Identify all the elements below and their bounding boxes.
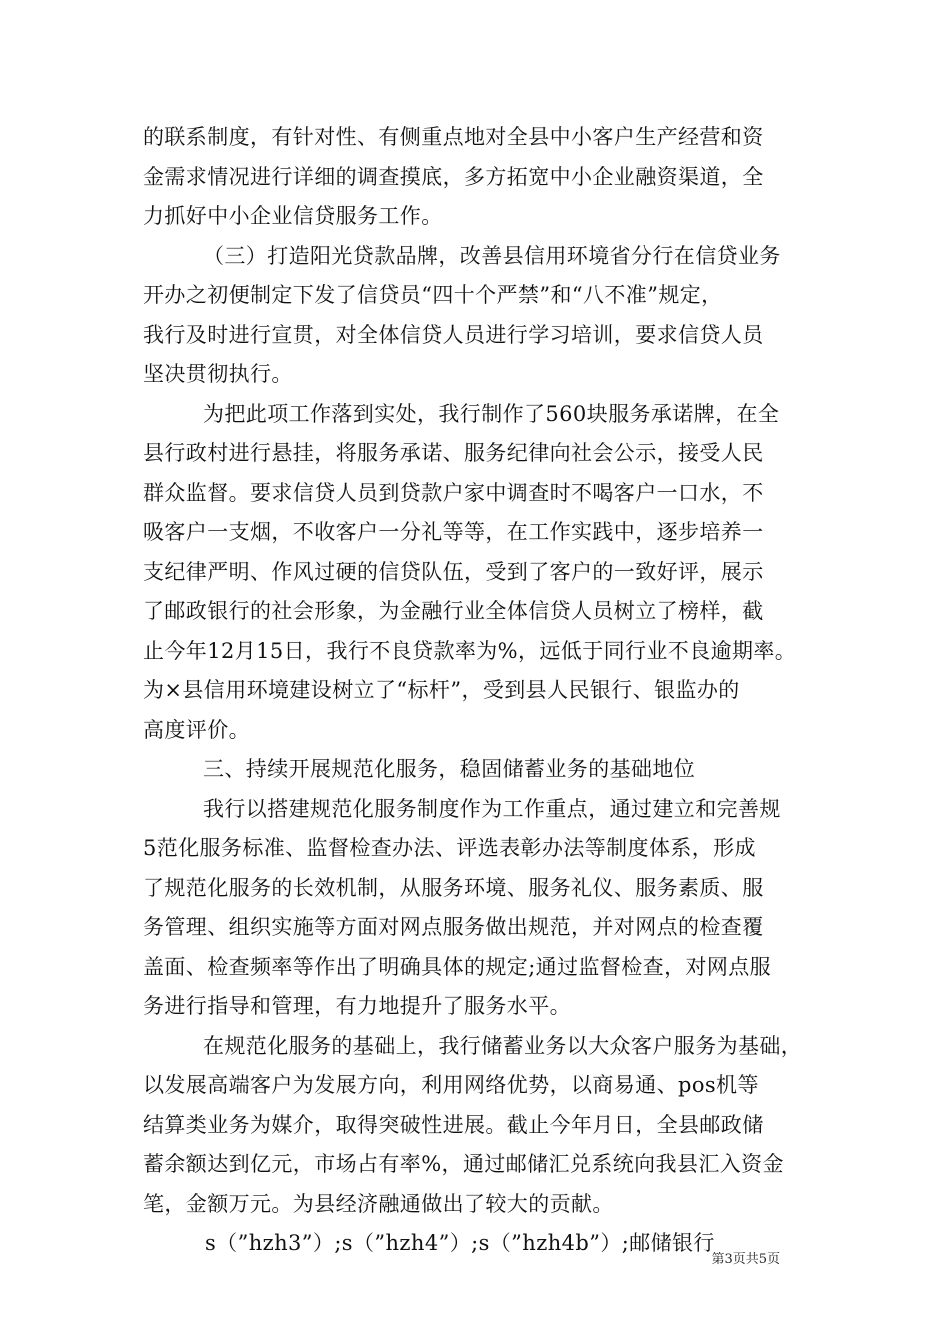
page-number: 第3页共5页 bbox=[711, 1252, 780, 1267]
text-line: 结算类业务为媒介，取得突破性进展。截止今年月日，全县邮政储 bbox=[143, 1112, 764, 1137]
text-line: 了规范化服务的长效机制，从服务环境、服务礼仪、服务素质、服 bbox=[143, 875, 764, 900]
paragraph-start-line: 我行以搭建规范化服务制度作为工作重点，通过建立和完善规 bbox=[203, 796, 781, 821]
text-line: 5范化服务标准、监督检查办法、评选表彰办法等制度体系，形成 bbox=[143, 836, 756, 860]
text-line: 笔，金额万元。为县经济融通做出了较大的贡献。 bbox=[143, 1191, 614, 1216]
body-text bbox=[143, 118, 813, 1264]
text-line: 支纪律严明、作风过硬的信贷队伍，受到了客户的一致好评，展示 bbox=[143, 559, 764, 584]
text-line: 为×县信用环境建设树立了“标杆”，受到县人民银行、银监办的 bbox=[143, 678, 740, 702]
text-line: 止今年12月15日，我行不良贷款率为%，远低于同行业不良逾期率。 bbox=[143, 638, 797, 663]
paragraph-start-line: 为把此项工作落到实处，我行制作了560块服务承诺牌，在全 bbox=[203, 401, 780, 426]
text-line: 县行政村进行悬挂，将服务承诺、服务纪律向社会公示，接受人民 bbox=[143, 441, 764, 465]
text-line: 力抓好中小企业信贷服务工作。 bbox=[143, 204, 443, 228]
text-line: 了邮政银行的社会形象，为金融行业全体信贷人员树立了榜样，截 bbox=[143, 599, 764, 623]
text-line: 蓄余额达到亿元，市场占有率%，通过邮储汇兑系统向我县汇入资金 bbox=[143, 1152, 784, 1176]
text-line: 盖面、检查频率等作出了明确具体的规定;通过监督检查，对网点服 bbox=[143, 954, 772, 979]
section-heading-line: （三）打造阳光贷款品牌，改善县信用环境省分行在信贷业务 bbox=[203, 243, 781, 268]
text-line: 以发展高端客户为发展方向，利用网络优势，以商易通、pos机等 bbox=[143, 1073, 759, 1097]
text-line: 我行及时进行宣贯，对全体信贷人员进行学习培训，要求信贷人员 bbox=[143, 322, 764, 347]
code-fragment-line: s（”hzh3”）;s（”hzh4”）;s（”hzh4b”）;邮储银行 bbox=[205, 1231, 715, 1255]
paragraph-start-line: 在规范化服务的基础上，我行储蓄业务以大众客户服务为基础， bbox=[203, 1033, 803, 1058]
text-line: 开办之初便制定下发了信贷员“四十个严禁”和“八不准”规定， bbox=[143, 283, 723, 307]
text-line: 务管理、组织实施等方面对网点服务做出规范，并对网点的检查覆 bbox=[143, 915, 764, 939]
text-line: 坚决贯彻执行。 bbox=[143, 362, 293, 386]
text-line: 吸客户一支烟，不收客户一分礼等等，在工作实践中，逐步培养一 bbox=[143, 520, 764, 544]
text-line: 金需求情况进行详细的调查摸底，多方拓宽中小企业融资渠道，全 bbox=[143, 164, 764, 189]
section-heading-line: 三、持续开展规范化服务，稳固储蓄业务的基础地位 bbox=[203, 757, 696, 781]
text-line: 高度评价。 bbox=[143, 717, 250, 742]
text-line: 务进行指导和管理，有力地提升了服务水平。 bbox=[143, 994, 571, 1018]
text-line: 群众监督。要求信贷人员到贷款户家中调查时不喝客户一口水，不 bbox=[143, 480, 764, 505]
text-line: 的联系制度，有针对性、有侧重点地对全县中小客户生产经营和资 bbox=[143, 125, 764, 149]
